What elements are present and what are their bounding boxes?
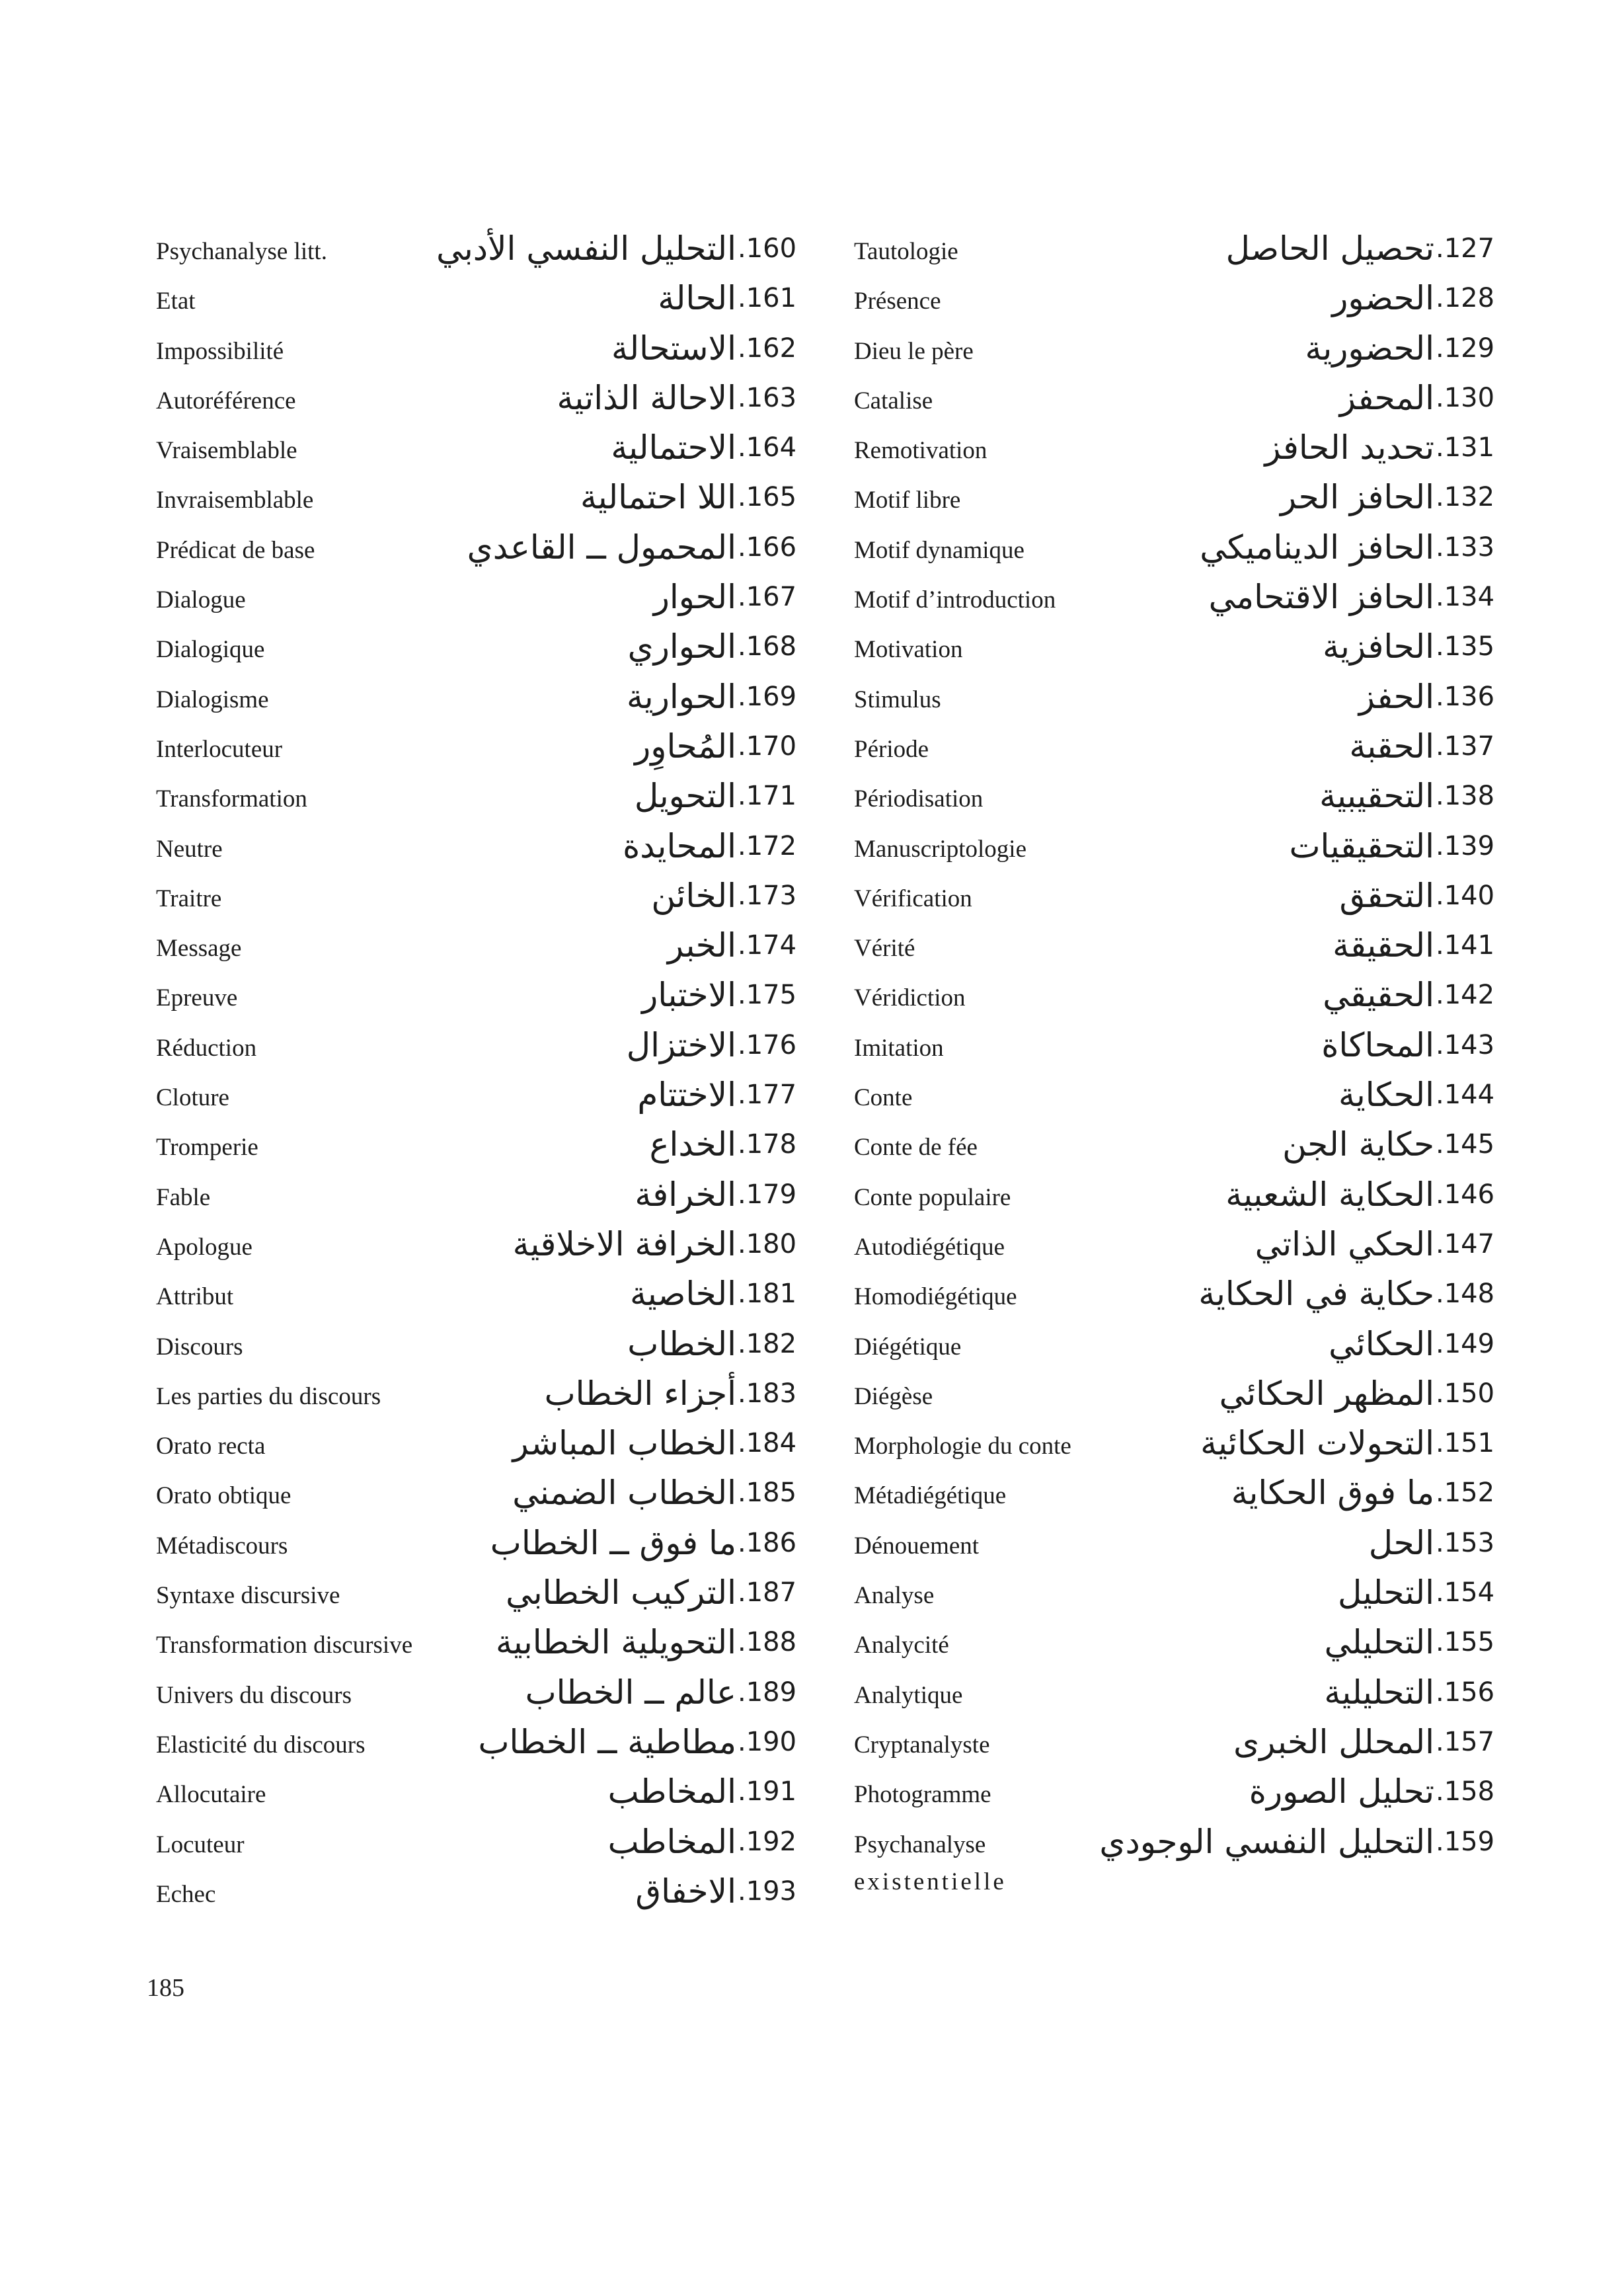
glossary-entry xyxy=(156,822,817,872)
french-term: Période xyxy=(854,735,929,763)
glossary-entry xyxy=(156,1419,817,1469)
entry-number: .164 xyxy=(738,432,797,463)
entry-number: .149 xyxy=(1436,1328,1495,1359)
entry-number: .177 xyxy=(738,1080,797,1111)
french-term: Diégèse xyxy=(854,1382,933,1410)
glossary-entry xyxy=(854,1121,1515,1170)
glossary-entry xyxy=(854,1818,1515,1868)
glossary-entry xyxy=(854,225,1515,274)
entry-number: .128 xyxy=(1436,283,1495,314)
arabic-term: اللا احتمالية xyxy=(580,478,736,517)
french-term: Traitre xyxy=(156,885,222,912)
french-term: Motivation xyxy=(854,636,963,664)
glossary-entry xyxy=(854,1469,1515,1519)
french-term: Cloture xyxy=(156,1084,229,1112)
glossary-entry xyxy=(156,1618,817,1668)
glossary-entry xyxy=(854,1618,1515,1668)
french-term: Transformation xyxy=(156,785,307,813)
glossary-entry-continuation xyxy=(854,1868,1515,1917)
arabic-term: ما فوق الحكاية xyxy=(1231,1474,1434,1513)
arabic-term: الحقيقة xyxy=(1333,926,1434,965)
arabic-term: الخداع xyxy=(649,1125,736,1164)
french-term: Syntaxe discursive xyxy=(156,1582,340,1610)
french-term: Dialogue xyxy=(156,586,246,614)
arabic-term: الحقبة xyxy=(1349,727,1434,766)
french-term: Photogramme xyxy=(854,1781,991,1809)
arabic-term: حكاية في الحكاية xyxy=(1198,1275,1434,1314)
arabic-term: الاحالة الذاتية xyxy=(557,378,736,417)
glossary-entry xyxy=(156,524,817,573)
entry-number: .134 xyxy=(1436,582,1495,613)
arabic-term: الخبر xyxy=(667,926,736,965)
entry-number: .152 xyxy=(1436,1478,1495,1509)
entry-number: .148 xyxy=(1436,1279,1495,1310)
entry-number: .175 xyxy=(738,980,797,1011)
entry-number: .192 xyxy=(738,1826,797,1857)
glossary-entry xyxy=(854,1718,1515,1768)
entry-number: .178 xyxy=(738,1129,797,1160)
glossary-entry xyxy=(156,1320,817,1370)
french-term: Analytique xyxy=(854,1681,963,1709)
entry-number: .189 xyxy=(738,1677,797,1708)
entry-number: .179 xyxy=(738,1179,797,1210)
entry-number: .129 xyxy=(1436,333,1495,364)
glossary-entry xyxy=(854,772,1515,822)
glossary-entry xyxy=(854,325,1515,374)
glossary-entry xyxy=(854,1071,1515,1121)
glossary-entry xyxy=(854,424,1515,473)
arabic-term: الحواري xyxy=(627,627,736,666)
glossary-entry xyxy=(854,573,1515,623)
glossary-entry xyxy=(854,1220,1515,1270)
arabic-term: التحقيقيات xyxy=(1289,826,1434,865)
french-term: Vérité xyxy=(854,935,915,963)
glossary-entry xyxy=(854,1768,1515,1817)
entry-number: .138 xyxy=(1436,781,1495,812)
french-term: Présence xyxy=(854,288,941,315)
glossary-entry xyxy=(854,1569,1515,1618)
french-term: Dieu le père xyxy=(854,337,974,365)
page-number: 185 xyxy=(147,1974,184,2002)
french-term: Fable xyxy=(156,1183,211,1211)
glossary-entry xyxy=(156,1868,817,1917)
glossary-entry xyxy=(854,524,1515,573)
french-term: Vraisemblable xyxy=(156,437,297,465)
french-term: Morphologie du conte xyxy=(854,1433,1071,1460)
arabic-term: ما فوق ــ الخطاب xyxy=(490,1523,736,1562)
glossary-entry xyxy=(156,623,817,672)
glossary-entry xyxy=(156,424,817,473)
french-term: Manuscriptologie xyxy=(854,835,1027,863)
glossary-entry xyxy=(854,673,1515,723)
arabic-term: الاختتام xyxy=(637,1076,736,1115)
glossary-entry xyxy=(854,922,1515,971)
glossary-entry xyxy=(156,1569,817,1618)
arabic-term: المخاطب xyxy=(607,1822,736,1861)
glossary-entry xyxy=(156,1270,817,1320)
entry-number: .153 xyxy=(1436,1527,1495,1558)
arabic-term: التحقق xyxy=(1339,876,1434,915)
french-term: Véridiction xyxy=(854,984,966,1012)
arabic-term: التحليلية xyxy=(1324,1673,1434,1712)
glossary-entry xyxy=(156,325,817,374)
glossary-entry xyxy=(156,1768,817,1817)
french-term: Message xyxy=(156,935,242,963)
entry-number: .169 xyxy=(738,681,797,712)
entry-number: .144 xyxy=(1436,1080,1495,1111)
glossary-entry xyxy=(156,971,817,1021)
arabic-term: الحل xyxy=(1368,1523,1434,1562)
entry-number: .191 xyxy=(738,1776,797,1807)
entry-number: .127 xyxy=(1436,233,1495,264)
entry-number: .140 xyxy=(1436,880,1495,911)
french-term: Remotivation xyxy=(854,437,987,465)
french-term: Orato obtique xyxy=(156,1482,291,1510)
entry-number: .142 xyxy=(1436,980,1495,1011)
glossary-entry xyxy=(156,1071,817,1121)
arabic-term: المخاطب xyxy=(607,1772,736,1811)
french-term: Allocutaire xyxy=(156,1781,266,1809)
glossary-entry xyxy=(156,1121,817,1170)
arabic-term: الخاصية xyxy=(630,1275,736,1314)
arabic-term: الخرافة الاخلاقية xyxy=(512,1224,736,1263)
entry-number: .150 xyxy=(1436,1378,1495,1409)
arabic-term: الحافز الحر xyxy=(1280,478,1434,517)
glossary-entry xyxy=(156,1220,817,1270)
glossary-column-right xyxy=(854,225,1515,1917)
french-term: Prédicat de base xyxy=(156,536,315,564)
entry-number: .163 xyxy=(738,382,797,413)
arabic-term: أجزاء الخطاب xyxy=(544,1374,736,1413)
glossary-entry xyxy=(854,1519,1515,1569)
entry-number: .147 xyxy=(1436,1228,1495,1259)
french-term: Autoréférence xyxy=(156,387,296,415)
entry-number: .190 xyxy=(738,1726,797,1757)
entry-number: .173 xyxy=(738,880,797,911)
entry-number: .182 xyxy=(738,1328,797,1359)
glossary-entry xyxy=(156,1818,817,1868)
arabic-term: الحقيقي xyxy=(1323,976,1434,1015)
glossary-entry xyxy=(156,723,817,772)
entry-number: .184 xyxy=(738,1428,797,1459)
french-term: Conte populaire xyxy=(854,1183,1011,1211)
glossary-entry xyxy=(156,673,817,723)
entry-number: .181 xyxy=(738,1279,797,1310)
arabic-term: الحكي الذاتي xyxy=(1255,1224,1434,1263)
french-term: Les parties du discours xyxy=(156,1382,381,1410)
glossary-entry xyxy=(156,274,817,324)
entry-number: .154 xyxy=(1436,1577,1495,1608)
arabic-term: الحضورية xyxy=(1305,329,1434,368)
entry-number: .186 xyxy=(738,1527,797,1558)
entry-number: .193 xyxy=(738,1876,797,1907)
glossary-entry xyxy=(854,1021,1515,1071)
french-term: Motif d’introduction xyxy=(854,586,1056,614)
french-term: Analyse xyxy=(854,1582,935,1610)
entry-number: .188 xyxy=(738,1627,797,1658)
french-term: Stimulus xyxy=(854,686,941,713)
entry-number: .159 xyxy=(1436,1826,1495,1857)
glossary-entry xyxy=(854,1320,1515,1370)
glossary-entry xyxy=(156,1718,817,1768)
glossary-entry xyxy=(854,473,1515,523)
entry-number: .172 xyxy=(738,830,797,861)
arabic-term: الاستحالة xyxy=(611,329,736,368)
glossary-entry xyxy=(854,623,1515,672)
arabic-term: التحليلي xyxy=(1324,1623,1434,1662)
arabic-term: المظهر الحكائي xyxy=(1219,1374,1434,1413)
entry-number: .170 xyxy=(738,731,797,762)
glossary-entry xyxy=(854,1669,1515,1718)
glossary-entry xyxy=(156,225,817,274)
french-term: Motif dynamique xyxy=(854,536,1025,564)
arabic-term: التركيب الخطابي xyxy=(506,1573,736,1612)
french-term: Imitation xyxy=(854,1034,944,1062)
entry-number: .167 xyxy=(738,582,797,613)
glossary-entry xyxy=(156,922,817,971)
glossary-column-left xyxy=(156,225,817,1917)
arabic-term: الخائن xyxy=(651,876,736,915)
french-term: Psychanalyse xyxy=(854,1831,986,1858)
arabic-term: الاختزال xyxy=(626,1025,736,1064)
french-term: Métadiscours xyxy=(156,1532,288,1560)
entry-number: .166 xyxy=(738,532,797,563)
arabic-term: المحفز xyxy=(1339,378,1434,417)
arabic-term: الحفز xyxy=(1358,677,1434,716)
arabic-term: الحافز الديناميكي xyxy=(1200,528,1434,567)
entry-number: .155 xyxy=(1436,1627,1495,1658)
arabic-term: المحمول ــ القاعدي xyxy=(467,528,736,567)
glossary-entry xyxy=(156,1370,817,1419)
entry-number: .160 xyxy=(738,233,797,264)
french-term: Invraisemblable xyxy=(156,487,314,514)
french-term: Diégétique xyxy=(854,1333,962,1361)
french-term: Dialogisme xyxy=(156,686,269,713)
arabic-term: التحليل xyxy=(1338,1573,1434,1612)
arabic-term: الاختبار xyxy=(642,976,736,1015)
glossary-entry xyxy=(156,1021,817,1071)
entry-number: .161 xyxy=(738,283,797,314)
entry-number: .151 xyxy=(1436,1428,1495,1459)
arabic-term: تحليل الصورة xyxy=(1249,1772,1434,1811)
arabic-term: الحالة xyxy=(658,279,736,318)
french-term: Attribut xyxy=(156,1283,234,1311)
french-term: Réduction xyxy=(156,1034,257,1062)
arabic-term: الخطاب الضمني xyxy=(512,1474,736,1513)
french-term: Vérification xyxy=(854,885,972,912)
entry-number: .171 xyxy=(738,781,797,812)
french-term: Autodiégétique xyxy=(854,1233,1005,1261)
french-term: Orato recta xyxy=(156,1433,266,1460)
french-term: Elasticité du discours xyxy=(156,1731,366,1759)
entry-number: .174 xyxy=(738,930,797,961)
french-term: Psychanalyse litt. xyxy=(156,238,327,265)
arabic-term: تحديد الحافز xyxy=(1264,428,1434,467)
french-term: Conte xyxy=(854,1084,913,1112)
arabic-term: الاحتمالية xyxy=(611,428,736,467)
glossary-entry xyxy=(156,772,817,822)
glossary-entry xyxy=(156,573,817,623)
entry-number: .136 xyxy=(1436,681,1495,712)
entry-number: .131 xyxy=(1436,432,1495,463)
entry-number: .157 xyxy=(1436,1726,1495,1757)
arabic-term: المُحاوِر xyxy=(635,727,736,766)
french-term: Echec xyxy=(156,1880,216,1908)
entry-number: .135 xyxy=(1436,631,1495,662)
arabic-term: المحلل الخبرى xyxy=(1233,1722,1434,1761)
entry-number: .146 xyxy=(1436,1179,1495,1210)
entry-number: .158 xyxy=(1436,1776,1495,1807)
arabic-term: الحضور xyxy=(1332,279,1434,318)
french-term: Tautologie xyxy=(854,238,958,265)
entry-number: .176 xyxy=(738,1029,797,1060)
glossary-entry xyxy=(156,1171,817,1220)
glossary-entry xyxy=(156,473,817,523)
arabic-term: التحليل النفسي الوجودي xyxy=(1099,1822,1434,1861)
glossary-entry xyxy=(854,822,1515,872)
arabic-term: الحوار xyxy=(653,578,736,617)
french-term: Conte de fée xyxy=(854,1134,978,1162)
arabic-term: التحويلية الخطابية xyxy=(495,1623,736,1662)
french-term: Univers du discours xyxy=(156,1681,352,1709)
arabic-term: حكاية الجن xyxy=(1282,1125,1434,1164)
french-term: Dialogique xyxy=(156,636,265,664)
arabic-term: الحافز الاقتحامي xyxy=(1208,578,1434,617)
french-term: Catalise xyxy=(854,387,933,415)
arabic-term: تحصيل الحاصل xyxy=(1225,229,1434,268)
entry-number: .180 xyxy=(738,1228,797,1259)
glossary-entry xyxy=(854,1419,1515,1469)
french-term: Analycité xyxy=(854,1632,949,1659)
french-term: Neutre xyxy=(156,835,223,863)
arabic-term: الحكائي xyxy=(1329,1324,1434,1363)
arabic-term: المحايدة xyxy=(623,826,736,865)
arabic-term: الحكاية xyxy=(1338,1076,1434,1115)
glossary-entry xyxy=(854,1171,1515,1220)
arabic-term: الاخفاق xyxy=(635,1872,736,1911)
entry-number: .133 xyxy=(1436,532,1495,563)
arabic-term: التحقيبية xyxy=(1319,777,1434,816)
entry-number: .143 xyxy=(1436,1029,1495,1060)
entry-number: .168 xyxy=(738,631,797,662)
french-term: Interlocuteur xyxy=(156,735,283,763)
french-term: Impossibilité xyxy=(156,337,284,365)
french-term: Discours xyxy=(156,1333,243,1361)
french-term: Epreuve xyxy=(156,984,238,1012)
arabic-term: مطاطية ــ الخطاب xyxy=(478,1722,736,1761)
french-term: Motif libre xyxy=(854,487,961,514)
glossary-entry xyxy=(854,1270,1515,1320)
french-term: Etat xyxy=(156,288,196,315)
glossary-entry xyxy=(156,1469,817,1519)
entry-number: .162 xyxy=(738,333,797,364)
glossary-entry xyxy=(854,872,1515,922)
entry-number: .130 xyxy=(1436,382,1495,413)
glossary-entry xyxy=(854,374,1515,424)
entry-number: .165 xyxy=(738,482,797,513)
arabic-term: الحافزية xyxy=(1323,627,1434,666)
french-term: Tromperie xyxy=(156,1134,258,1162)
entry-number: .187 xyxy=(738,1577,797,1608)
glossary-entry xyxy=(854,274,1515,324)
glossary-entry xyxy=(854,971,1515,1021)
french-term: Métadiégétique xyxy=(854,1482,1007,1510)
entry-number: .145 xyxy=(1436,1129,1495,1160)
arabic-term: عالم ــ الخطاب xyxy=(525,1673,736,1712)
arabic-term: الحوارية xyxy=(627,677,736,716)
french-term: Périodisation xyxy=(854,785,984,813)
french-term: Homodiégétique xyxy=(854,1283,1017,1311)
arabic-term: التحويل xyxy=(634,777,736,816)
arabic-term: الحكاية الشعبية xyxy=(1225,1175,1434,1214)
entry-number: .156 xyxy=(1436,1677,1495,1708)
french-term-continuation: existentielle xyxy=(854,1868,1007,1895)
glossary-entry xyxy=(156,1519,817,1569)
arabic-term: الخطاب xyxy=(627,1324,736,1363)
glossary-entry xyxy=(156,1669,817,1718)
arabic-term: الخرافة xyxy=(635,1175,736,1214)
arabic-term: المحاكاة xyxy=(1321,1025,1434,1064)
entry-number: .183 xyxy=(738,1378,797,1409)
entry-number: .141 xyxy=(1436,930,1495,961)
french-term: Transformation discursive xyxy=(156,1632,413,1659)
entry-number: .139 xyxy=(1436,830,1495,861)
french-term: Cryptanalyste xyxy=(854,1731,990,1759)
arabic-term: التحليل النفسي الأدبي xyxy=(436,229,736,268)
french-term: Locuteur xyxy=(156,1831,245,1858)
glossary-entry xyxy=(854,723,1515,772)
arabic-term: التحولات الحكائية xyxy=(1200,1424,1434,1463)
glossary-entry xyxy=(854,1370,1515,1419)
entry-number: .137 xyxy=(1436,731,1495,762)
arabic-term: الخطاب المباشر xyxy=(512,1424,736,1463)
entry-number: .132 xyxy=(1436,482,1495,513)
glossary-entry xyxy=(156,872,817,922)
french-term: Apologue xyxy=(156,1233,252,1261)
entry-number: .185 xyxy=(738,1478,797,1509)
french-term: Dénouement xyxy=(854,1532,980,1560)
glossary-entry xyxy=(156,374,817,424)
